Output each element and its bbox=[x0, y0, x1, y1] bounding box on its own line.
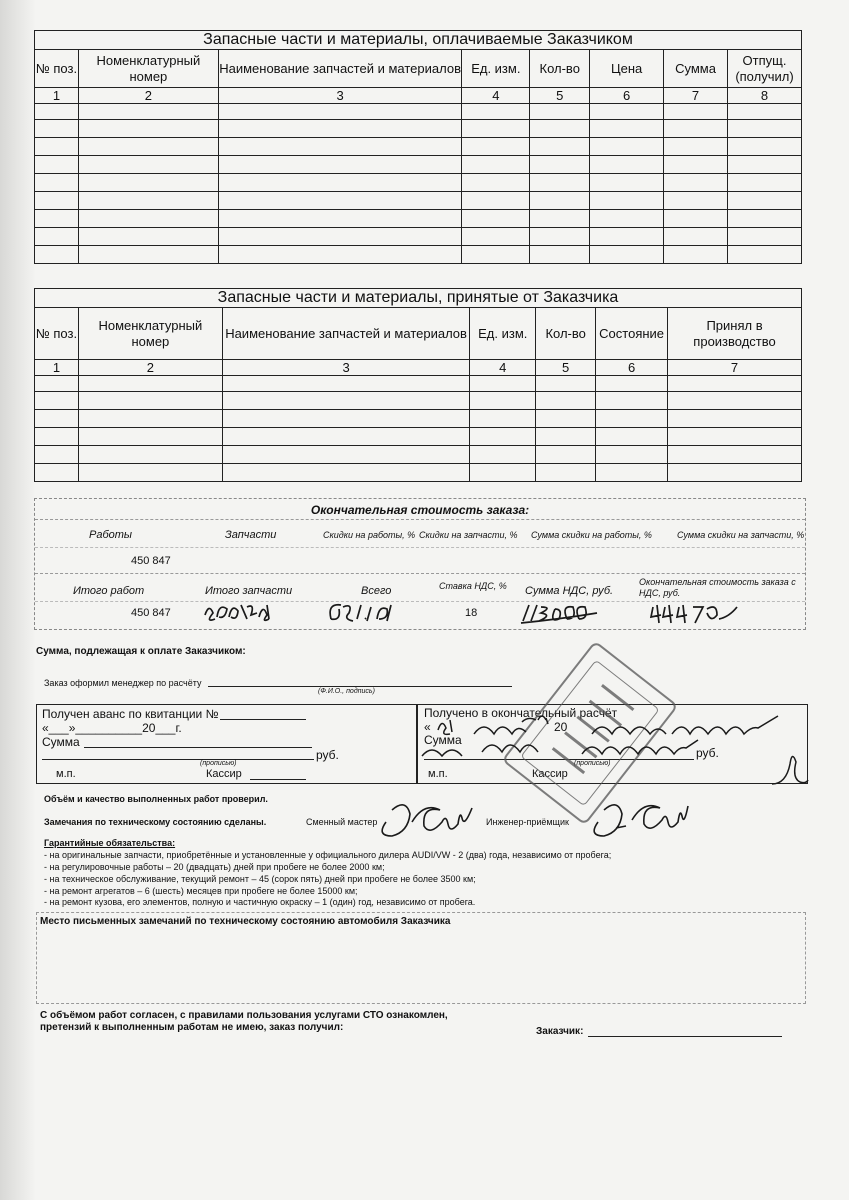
advance-words-line bbox=[42, 759, 314, 760]
table-row bbox=[35, 210, 802, 228]
cost-label-vat-rate: Ставка НДС, % bbox=[439, 581, 507, 591]
table-row bbox=[35, 464, 802, 482]
scan-edge-shadow bbox=[0, 0, 36, 1200]
customer-signature-line bbox=[588, 1036, 782, 1037]
manager-hint: (Ф.И.О., подпись) bbox=[318, 688, 375, 695]
advance-sum-label: Сумма bbox=[42, 735, 80, 749]
vat-rate-value: 18 bbox=[465, 607, 478, 619]
agreement-line-1: С объёмом работ согласен, с правилами пользования услугами СТО ознакомлен, bbox=[40, 1010, 448, 1021]
paid-colnum: 1 bbox=[35, 88, 79, 104]
received-col-accepted: Принял в производство bbox=[668, 308, 802, 360]
cost-label-parts: Запчасти bbox=[225, 529, 277, 541]
total-works-value: 450 847 bbox=[131, 607, 171, 619]
warranty-item: - на техническое обслуживание, текущий ремонт – 45 (сорок пять) дней при пробеге не более 3500 км; bbox=[44, 874, 476, 884]
works-value: 450 847 bbox=[131, 555, 171, 567]
warranty-item: - на ремонт кузова, его элементов, полную и частичную окраску – 1 (один) год, независимо от пробега. bbox=[44, 897, 476, 907]
remarks-box-title: Место письменных замечаний по техническому состоянию автомобиля Заказчика bbox=[40, 916, 451, 927]
paid-col-issued: Отпущ. (получил) bbox=[727, 50, 801, 88]
warranty-item: - на оригинальные запчасти, приобретённые и установленные у официального дилера AUDI/VW - 2 (два) года, независимо от пробега; bbox=[44, 850, 612, 860]
cost-label-total-parts: Итого запчасти bbox=[205, 585, 293, 597]
master-signature bbox=[372, 796, 482, 846]
warranty-title: Гарантийные обязательства: bbox=[44, 838, 176, 848]
table-row bbox=[35, 138, 802, 156]
table-row bbox=[35, 392, 802, 410]
paid-col-unit: Ед. изм. bbox=[462, 50, 530, 88]
received-col-unit: Ед. изм. bbox=[470, 308, 536, 360]
engineer-signature bbox=[586, 794, 690, 846]
handwritten-vat-sum bbox=[519, 599, 599, 625]
payment-title: Сумма, подлежащая к оплате Заказчиком: bbox=[36, 646, 246, 657]
received-colnum: 3 bbox=[222, 360, 470, 376]
table-row bbox=[35, 120, 802, 138]
handwritten-final-payment bbox=[422, 712, 802, 762]
handwritten-grand-total bbox=[325, 599, 409, 625]
cost-label-total-works: Итого работ bbox=[73, 585, 145, 597]
paid-colnum: 7 bbox=[664, 88, 728, 104]
received-col-nomenclature: Номенклатурный номер bbox=[78, 308, 222, 360]
received-col-qty: Кол-во bbox=[536, 308, 596, 360]
advance-stamp-label: м.п. bbox=[56, 768, 76, 780]
paid-parts-table bbox=[34, 30, 802, 264]
paid-col-qty: Кол-во bbox=[530, 50, 590, 88]
paid-colnum: 8 bbox=[727, 88, 801, 104]
agreement-line-2: претензий к выполненным работам не имею, заказ получил: bbox=[40, 1022, 344, 1033]
final-cost-title: Окончательная стоимость заказа: bbox=[310, 503, 530, 517]
paid-col-pos: № поз. bbox=[35, 50, 79, 88]
received-col-condition: Состояние bbox=[596, 308, 668, 360]
cost-label-work-discount-sum: Сумма скидки на работы, % bbox=[531, 530, 652, 540]
paid-col-name: Наименование запчастей и материалов bbox=[218, 50, 462, 88]
inspection-remarks: Замечания по техническому состоянию сделаны. bbox=[44, 817, 267, 827]
engineer-label: Инженер-приёмщик bbox=[486, 817, 569, 827]
final-currency: руб. bbox=[696, 746, 719, 760]
table-row bbox=[35, 446, 802, 464]
advance-cashier-label: Кассир bbox=[206, 768, 242, 780]
cost-label-vat-sum: Сумма НДС, руб. bbox=[525, 585, 614, 597]
handwritten-final-total bbox=[649, 599, 741, 625]
received-section-title: Запасные части и материалы, принятые от Заказчика bbox=[217, 289, 619, 306]
advance-date-line: «___»__________20___г. bbox=[42, 721, 182, 735]
paid-colnum: 4 bbox=[462, 88, 530, 104]
manager-signature-line bbox=[208, 686, 512, 687]
handwritten-parts-total bbox=[201, 599, 277, 623]
received-col-pos: № поз. bbox=[35, 308, 79, 360]
advance-sum-line bbox=[84, 747, 312, 748]
table-row bbox=[35, 192, 802, 210]
cost-label-parts-discount: Скидки на запчасти, % bbox=[419, 530, 518, 540]
advance-currency: руб. bbox=[316, 748, 339, 762]
received-colnum: 4 bbox=[470, 360, 536, 376]
final-words-hint: (прописью) bbox=[574, 760, 611, 767]
advance-words-hint: (прописью) bbox=[200, 760, 237, 767]
table-row bbox=[35, 428, 802, 446]
received-colnum: 2 bbox=[78, 360, 222, 376]
table-row bbox=[35, 228, 802, 246]
received-colnum: 7 bbox=[668, 360, 802, 376]
cost-label-works: Работы bbox=[89, 529, 133, 541]
final-stamp-label: м.п. bbox=[428, 768, 448, 780]
final-received-label: Получено в окончательный расчёт bbox=[424, 706, 618, 720]
paid-colnum: 3 bbox=[218, 88, 462, 104]
cost-label-final-with-vat: Окончательная стоимость заказа с НДС, руб. bbox=[639, 577, 796, 598]
table-row bbox=[35, 104, 802, 120]
paid-colnum: 2 bbox=[78, 88, 218, 104]
cost-label-work-discount: Скидки на работы, % bbox=[323, 530, 416, 540]
paid-section-title: Запасные части и материалы, оплачиваемые Заказчиком bbox=[203, 31, 633, 48]
cost-label-grand-total: Всего bbox=[361, 585, 392, 597]
final-cashier-label: Кассир bbox=[532, 768, 568, 780]
table-row bbox=[35, 156, 802, 174]
receipt-number-line bbox=[220, 719, 306, 720]
advance-cashier-line bbox=[250, 779, 306, 780]
final-sum-label: Сумма bbox=[424, 733, 462, 747]
manager-label: Заказ оформил менеджер по расчёту bbox=[44, 678, 202, 688]
warranty-item: - на регулировочные работы – 20 (двадцать) дней при пробеге не более 2000 км; bbox=[44, 862, 385, 872]
table-row bbox=[35, 410, 802, 428]
cost-label-parts-discount-sum: Сумма скидки на запчасти, % bbox=[677, 530, 805, 540]
received-colnum: 1 bbox=[35, 360, 79, 376]
inspection-checked: Объём и качество выполненных работ проверил. bbox=[44, 794, 268, 804]
advance-received-label: Получен аванс по квитанции № bbox=[42, 707, 219, 721]
paid-col-price: Цена bbox=[590, 50, 664, 88]
paid-colnum: 5 bbox=[530, 88, 590, 104]
final-date-prefix: « bbox=[424, 720, 431, 734]
received-parts-table bbox=[34, 288, 802, 482]
table-row bbox=[35, 376, 802, 392]
warranty-item: - на ремонт агрегатов – 6 (шесть) месяцев при пробеге не более 15000 км; bbox=[44, 886, 358, 896]
handwritten-signature-mark bbox=[770, 750, 810, 790]
final-cost-block bbox=[34, 498, 806, 630]
paid-col-sum: Сумма bbox=[664, 50, 728, 88]
master-label: Сменный мастер bbox=[306, 817, 378, 827]
received-colnum: 6 bbox=[596, 360, 668, 376]
paid-col-nomenclature: Номенклатурный номер bbox=[78, 50, 218, 88]
received-colnum: 5 bbox=[536, 360, 596, 376]
customer-label: Заказчик: bbox=[536, 1026, 584, 1037]
table-row bbox=[35, 246, 802, 264]
received-col-name: Наименование запчастей и материалов bbox=[222, 308, 470, 360]
table-row bbox=[35, 174, 802, 192]
paid-colnum: 6 bbox=[590, 88, 664, 104]
final-year-prefix: 20 bbox=[554, 720, 568, 734]
